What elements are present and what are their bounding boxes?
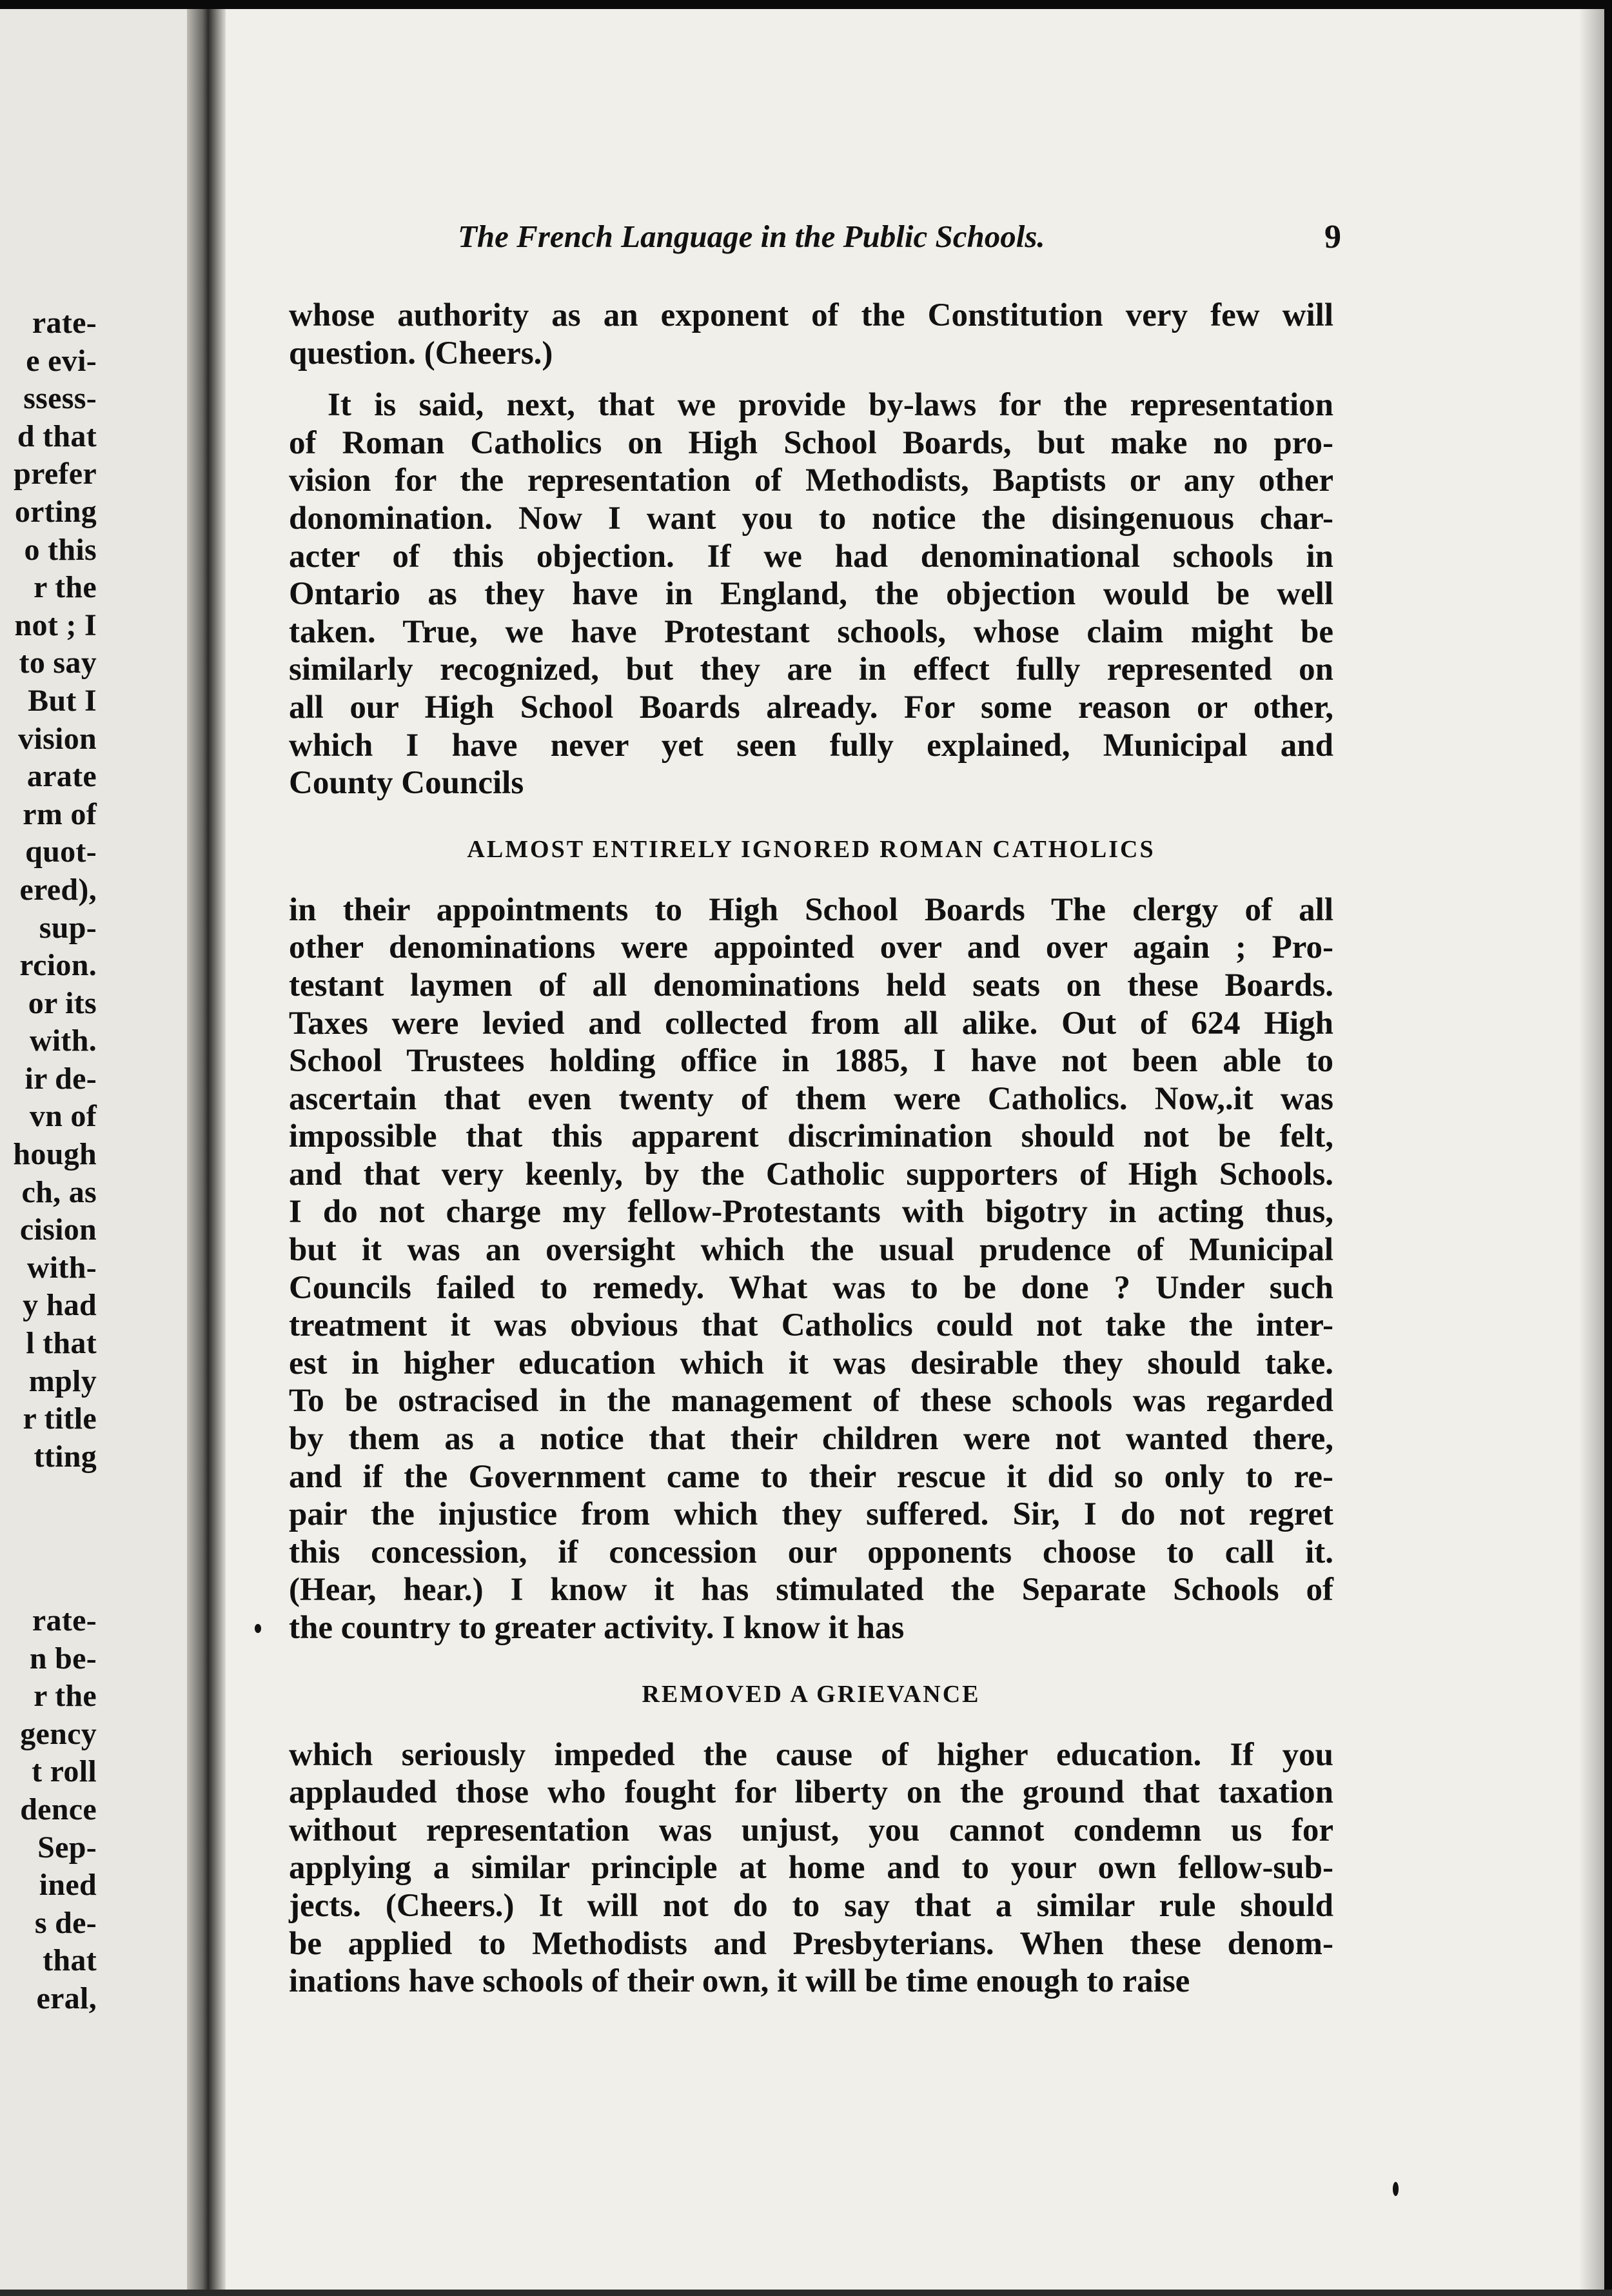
text-line: treatment it was obvious that Catholics could not take the inter-	[289, 1307, 1333, 1344]
text-line: and that very keenly, by the Catholic supporters of High Schools.	[289, 1156, 1333, 1193]
text-line: Taxes were levied and collected from all alike. Out of 624 High	[289, 1005, 1333, 1042]
left-fragment-line: s de-	[34, 1905, 97, 1940]
text-line: Ontario as they have in England, the objection would be well	[289, 576, 1333, 613]
page-edge-shadow	[1578, 9, 1604, 2290]
text-line: donomination. Now I want you to notice the disingenuous char-	[289, 500, 1333, 537]
text-line: without representation was unjust, you cannot condemn us for	[289, 1812, 1333, 1848]
book-gutter	[187, 9, 226, 2290]
left-fragment-line: mply	[28, 1363, 97, 1398]
text-line: this concession, if concession our opponents choose to call it.	[289, 1534, 1333, 1570]
left-fragment-line: y had	[23, 1288, 97, 1323]
text-line: applying a similar principle at home and to your own fellow-sub-	[289, 1850, 1333, 1886]
left-margin-fragments-top	[0, 304, 97, 1476]
left-fragment-line: But I	[28, 683, 97, 718]
text-line: inations have schools of their own, it will be time enough to raise	[289, 1963, 1190, 2000]
left-fragment-line: l that	[26, 1326, 97, 1361]
left-fragment-line: n be-	[29, 1641, 97, 1676]
left-fragment-line: vision	[18, 721, 97, 756]
text-line: other denominations were appointed over and over again ; Pro-	[289, 929, 1333, 966]
text-line: applauded those who fought for liberty on the ground that taxation	[289, 1774, 1333, 1811]
left-fragment-line: not ; I	[14, 608, 97, 642]
left-fragment-line: prefer	[14, 457, 97, 491]
left-fragment-line: o this	[24, 532, 97, 567]
text-line: by them as a notice that their children were not wanted there,	[289, 1421, 1333, 1458]
text-line: whose authority as an exponent of the Constitution very few will	[289, 297, 1333, 333]
left-fragment-line: r title	[23, 1401, 97, 1436]
left-fragment-line: gency	[20, 1716, 97, 1751]
left-fragment-line: e evi-	[26, 343, 97, 378]
running-head	[232, 218, 1341, 259]
left-fragment-line: rm of	[23, 797, 97, 831]
left-fragment-line: arate	[26, 759, 97, 794]
left-fragment-line: quot-	[25, 835, 97, 869]
left-fragment-line: ir de-	[25, 1061, 97, 1096]
paragraph-1	[289, 297, 1333, 372]
left-fragment-line: r the	[34, 570, 97, 605]
scan-border-top	[0, 0, 1612, 9]
text-line: in their appointments to High School Boards The clergy of all	[289, 891, 1333, 928]
text-line: It is said, next, that we provide by-laws for the representation	[328, 387, 1333, 424]
text-line: jects. (Cheers.) It will not do to say that a similar rule should	[289, 1887, 1333, 1924]
scan-border-bottom	[0, 2290, 1612, 2296]
text-line: acter of this objection. If we had denominational schools in	[289, 538, 1333, 575]
running-title: The French Language in the Public Schools.	[458, 219, 1045, 254]
text-line: which I have never yet seen fully explained, Municipal and	[289, 727, 1333, 764]
left-fragment-line: tting	[34, 1439, 97, 1474]
page-body	[289, 297, 1333, 2001]
text-line: of Roman Catholics on High School Boards, but make no pro-	[289, 424, 1333, 461]
text-line: and if the Government came to their rescue it did so only to re-	[289, 1458, 1333, 1495]
previous-page-fragment	[0, 9, 193, 2290]
left-fragment-line: ined	[39, 1868, 97, 1903]
left-fragment-line: sup-	[39, 910, 97, 945]
paragraph-3	[289, 891, 1333, 1647]
text-line: testant laymen of all denominations held seats on these Boards.	[289, 967, 1333, 1004]
left-fragment-line: orting	[14, 494, 97, 529]
left-fragment-line: d that	[17, 419, 97, 453]
left-fragment-line: vn of	[29, 1099, 97, 1134]
text-line: School Trustees holding office in 1885, I have not been able to	[289, 1043, 1333, 1080]
page-number: 9	[1324, 219, 1341, 255]
section-heading-1: ALMOST ENTIRELY IGNORED ROMAN CATHOLICS	[467, 835, 1155, 863]
left-fragment-line: ssess-	[23, 381, 97, 416]
left-fragment-line: cision	[19, 1212, 97, 1247]
left-fragment-line: that	[43, 1943, 97, 1978]
text-line: which seriously impeded the cause of higher education. If you	[289, 1736, 1333, 1773]
text-line: similarly recognized, but they are in effect fully represented on	[289, 651, 1333, 688]
text-line: the country to greater activity. I know it has	[289, 1610, 905, 1646]
text-line: (Hear, hear.) I know it has stimulated the Separate Schools of	[289, 1572, 1333, 1608]
left-fragment-line: t roll	[32, 1754, 97, 1789]
paragraph-2	[289, 386, 1333, 802]
left-fragment-line: ered),	[19, 872, 97, 907]
text-line: Councils failed to remedy. What was to be done ? Under such	[289, 1269, 1333, 1306]
left-fragment-line: dence	[20, 1792, 97, 1826]
left-fragment-line: rate-	[32, 306, 97, 340]
text-line: ascertain that even twenty of them were Catholics. Now,.it was	[289, 1080, 1333, 1117]
left-fragment-line: rcion.	[19, 948, 97, 983]
left-fragment-line: to say	[19, 646, 97, 680]
text-line: be applied to Methodists and Presbyterians. When these denom-	[289, 1925, 1333, 1962]
scan-border-right	[1604, 0, 1612, 2296]
left-fragment-line: eral,	[36, 1981, 97, 2015]
left-margin-fragments-bottom	[0, 1602, 97, 2018]
left-fragment-line: r the	[34, 1679, 97, 1714]
text-line: To be ostracised in the management of these schools was regarded	[289, 1383, 1333, 1420]
section-heading-2: REMOVED A GRIEVANCE	[642, 1680, 981, 1708]
ink-speck	[255, 1624, 261, 1633]
text-line: vision for the representation of Methodists, Baptists or any other	[289, 462, 1333, 499]
left-fragment-line: ch, as	[21, 1174, 97, 1209]
text-line: pair the injustice from which they suffered. Sir, I do not regret	[289, 1496, 1333, 1533]
left-fragment-line: rate-	[32, 1603, 97, 1638]
text-line: impossible that this apparent discrimination should not be felt,	[289, 1118, 1333, 1155]
text-line: I do not charge my fellow-Protestants with bigotry in acting thus,	[289, 1194, 1333, 1231]
left-fragment-line: hough	[13, 1137, 97, 1172]
left-fragment-line: with-	[26, 1250, 97, 1285]
text-line: all our High School Boards already. For some reason or other,	[289, 689, 1333, 726]
text-line: question. (Cheers.)	[289, 335, 553, 371]
ink-speck	[1393, 2182, 1399, 2196]
text-line: County Councils	[289, 765, 524, 802]
left-fragment-line: Sep-	[37, 1830, 97, 1865]
text-line: taken. True, we have Protestant schools, whose claim might be	[289, 613, 1333, 650]
paragraph-4	[289, 1736, 1333, 2001]
left-fragment-line: or its	[28, 985, 97, 1020]
text-line: but it was an oversight which the usual prudence of Municipal	[289, 1232, 1333, 1269]
left-fragment-line: with.	[29, 1024, 97, 1058]
text-line: est in higher education which it was desirable they should take.	[289, 1345, 1333, 1381]
